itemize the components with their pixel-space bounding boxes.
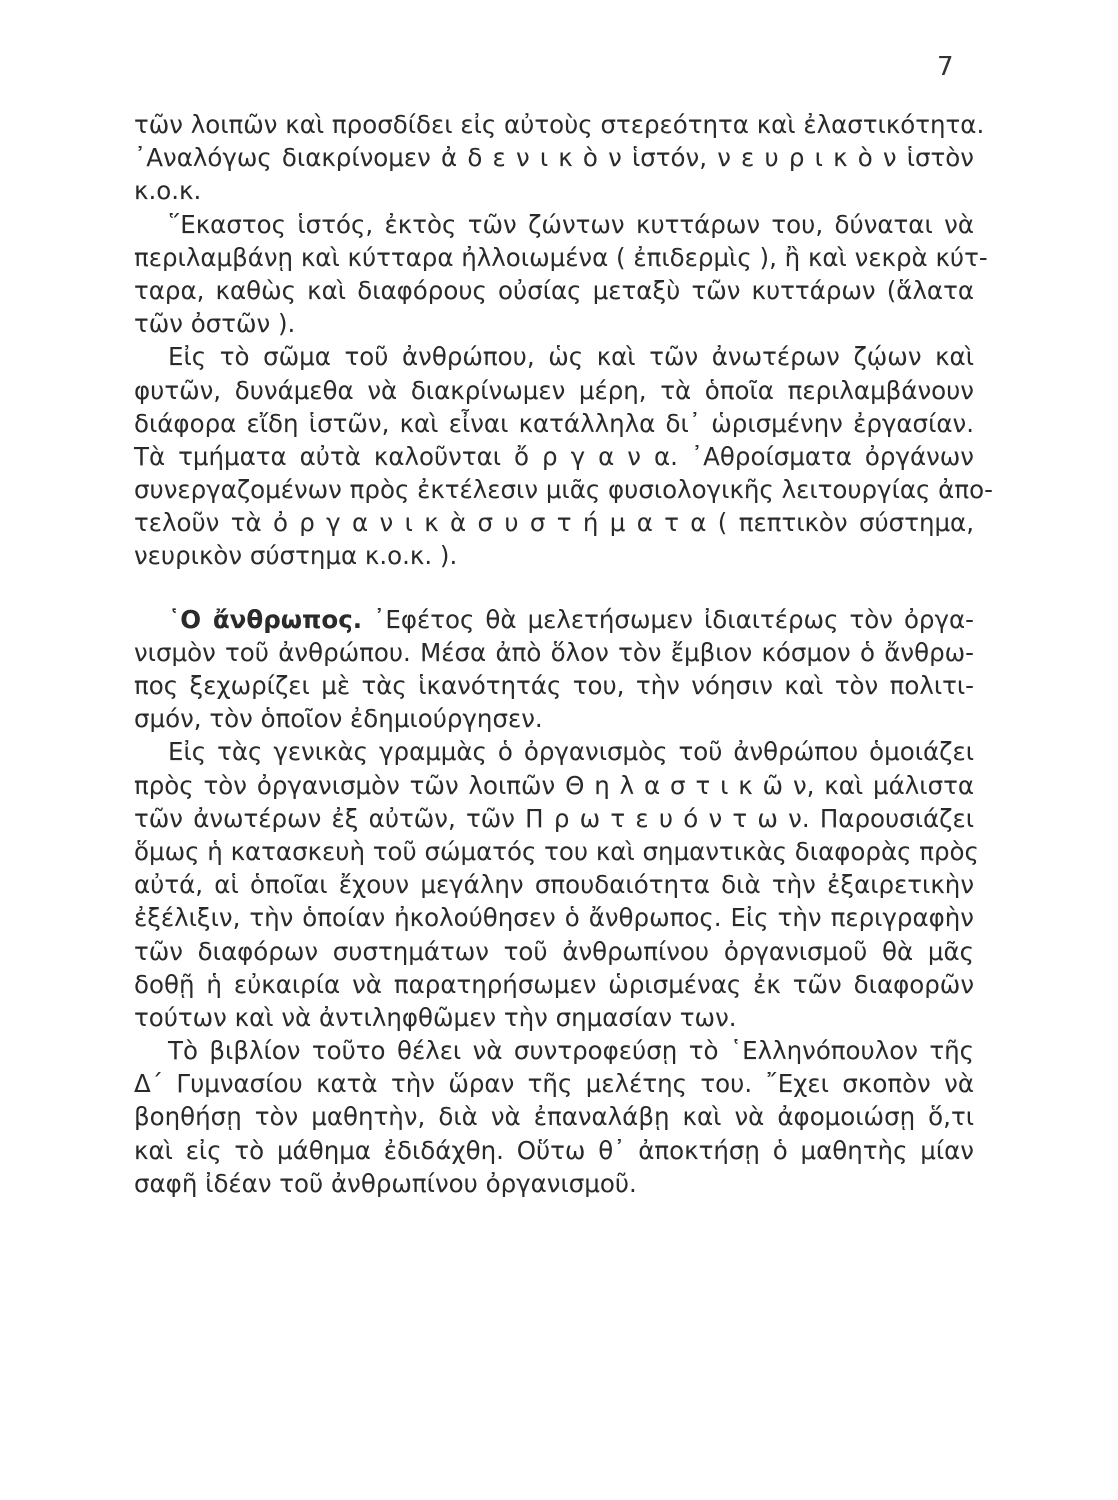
text-line: δοθῇ ἡ εὐκαιρία νὰ παρατηρήσωμεν ὡρισμένας ἐκ τῶν διαφορῶν (134, 969, 974, 999)
text-line: νευρικὸν σύστημα κ.ο.κ. ). (134, 541, 458, 571)
text-line: ῞Εκαστος ἱστός, ἐκτὸς τῶν ζώντων κυττάρων του, δύναται νὰ (168, 209, 974, 239)
text-line-rest: ᾿Εφέτος θὰ μελετήσωμεν ἰδιαιτέρως τὸν ὀργα- (373, 604, 974, 634)
paragraph-6 (134, 1034, 974, 1200)
text-line: ὅμως ἡ κατασκευὴ τοῦ σώματός του καὶ σημαντικὰς διαφορὰς πρὸς (134, 836, 979, 866)
text-line: συνεργαζομένων πρὸς ἐκτέλεσιν μιᾶς φυσιολογικῆς λειτουργίας ἀπο- (134, 475, 993, 505)
text-line: Τὰ τμήματα αὐτὰ καλοῦνται ὄ ρ γ α ν α. ᾿Αθροίσματα ὀργάνων (134, 441, 974, 471)
text-line: διάφορα εἴδη ἱστῶν, καὶ εἶναι κατάλληλα δι᾿ ὡρισμένην ἐργασίαν. (134, 408, 974, 438)
text-line: τῶν διαφόρων συστημάτων τοῦ ἀνθρωπίνου ὀργανισμοῦ θὰ μᾶς (134, 936, 974, 966)
paragraph-4 (134, 603, 974, 736)
paragraph-3 (134, 340, 993, 572)
text-line: νισμὸν τοῦ ἀνθρώπου. Μέσα ἀπὸ ὅλον τὸν ἔμβιον κόσμον ὁ ἄνθρω- (134, 637, 974, 667)
section-heading: ῾Ο ἄνθρωπος. (168, 604, 363, 634)
text-line: ταρα, καθὼς καὶ διαφόρους οὐσίας μεταξὺ τῶν κυττάρων (ἅλατα (134, 275, 974, 305)
section-spacer (134, 573, 974, 603)
text-line: πρὸς τὸν ὀργανισμὸν τῶν λοιπῶν Θ η λ α σ τ ι κ ῶ ν, καὶ μάλιστα (134, 770, 974, 800)
text-line: Τὸ βιβλίον τοῦτο θέλει νὰ συντροφεύσῃ τὸ ῾Ελληνόπουλον τῆς (168, 1036, 974, 1066)
text-line (134, 603, 974, 636)
text-line: ἐξέλιξιν, τὴν ὁποίαν ἠκολούθησεν ὁ ἄνθρωπος. Εἰς τὴν περιγραφὴν (134, 903, 974, 933)
text-line: αὐτά, αἱ ὁποῖαι ἔχουν μεγάλην σπουδαιότητα διὰ τὴν ἐξαιρετικὴν (134, 870, 974, 900)
text-line: φυτῶν, δυνάμεθα νὰ διακρίνωμεν μέρη, τὰ ὁποῖα περιλαμβάνουν (134, 375, 974, 405)
paragraph-5 (134, 735, 979, 1034)
paragraph-1 (134, 108, 985, 208)
text-line: σαφῆ ἰδέαν τοῦ ἀνθρωπίνου ὀργανισμοῦ. (134, 1168, 637, 1198)
text-line: τελοῦν τὰ ὀ ρ γ α ν ι κ ὰ σ υ σ τ ή μ α τ α ( πεπτικὸν σύστημα, (134, 508, 974, 538)
text-line: κ.ο.κ. (134, 176, 202, 206)
text-line: τῶν ὀστῶν ). (134, 309, 296, 339)
text-line: Εἰς τὸ σῶμα τοῦ ἀνθρώπου, ὡς καὶ τῶν ἀνωτέρων ζῴων καὶ (168, 342, 974, 372)
text-line: τῶν ἀνωτέρων ἐξ αὐτῶν, τῶν Π ρ ω τ ε υ ό ν τ ω ν. Παρουσιάζει (134, 803, 974, 833)
text-line: βοηθήσῃ τὸν μαθητὴν, διὰ νὰ ἐπαναλάβῃ καὶ νὰ ἀφομοιώσῃ ὅ,τι (134, 1102, 974, 1132)
text-line: τῶν λοιπῶν καὶ προσδίδει εἰς αὐτοὺς στερεότητα καὶ ἐλαστικότητα. (134, 110, 985, 139)
text-line: ᾿Αναλόγως διακρίνομεν ἀ δ ε ν ι κ ὸ ν ἱστόν, ν ε υ ρ ι κ ὸ ν ἱστὸν (134, 143, 974, 173)
text-line: τούτων καὶ νὰ ἀντιληφθῶμεν τὴν σημασίαν των. (134, 1002, 737, 1032)
text-line: καὶ εἰς τὸ μάθημα ἐδιδάχθη. Οὕτω θ᾿ ἀποκτήσῃ ὁ μαθητὴς μίαν (134, 1135, 974, 1165)
text-line: σμόν, τὸν ὁποῖον ἐδημιούργησεν. (134, 704, 543, 734)
body-text (134, 108, 993, 1200)
text-line: Δ΄ Γυμνασίου κατὰ τὴν ὥραν τῆς μελέτης του. ῎Εχει σκοπὸν νὰ (134, 1069, 974, 1099)
text-line: Εἰς τὰς γενικὰς γραμμὰς ὁ ὀργανισμὸς τοῦ ἀνθρώπου ὁμοιάζει (168, 737, 974, 767)
paragraph-2 (134, 208, 988, 341)
text-line: περιλαμβάνῃ καὶ κύτταρα ἠλλοιωμένα ( ἐπιδερμὶς ), ἢ καὶ νεκρὰ κύτ- (134, 242, 988, 272)
text-line: πος ξεχωρίζει μὲ τὰς ἱκανότητάς του, τὴν νόησιν καὶ τὸν πολιτι- (134, 671, 974, 700)
page-number: 7 (937, 52, 954, 82)
